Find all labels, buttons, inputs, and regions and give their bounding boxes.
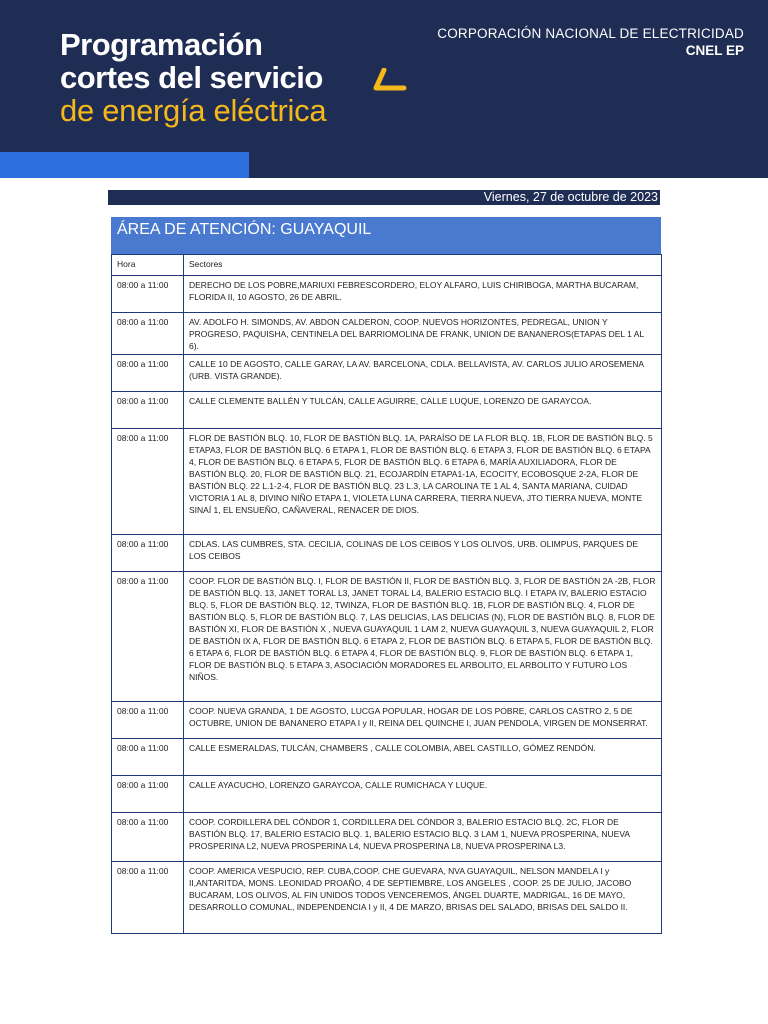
lightning-bolt-icon	[370, 68, 410, 94]
row-sectors: CALLE ESMERALDAS, TULCÁN, CHAMBERS , CALLE COLOMBIA, ABEL CASTILLO, GÓMEZ RENDÓN.	[184, 739, 662, 776]
row-time: 08:00 a 11:00	[112, 572, 184, 702]
row-sectors: AV. ADOLFO H. SIMONDS, AV. ABDON CALDERON, COOP. NUEVOS HORIZONTES, PEDREGAL, UNION Y PROGRESO, PAQUISHA, CENTINELA DEL BARRIOMOLINA DE FRANK, UNION DE BANANEROS(ETAPAS DEL 1 AL 6).	[184, 313, 662, 355]
row-sectors: COOP. NUEVA GRANDA, 1 DE AGOSTO, LUCGA POPULAR, HOGAR DE LOS POBRE, CARLOS CASTRO 2, 5 DE OCTUBRE, UNION DE BANANERO ETAPA I y II, REINA DEL QUINCHE I, JUAN PENDOLA, VIRGEN DE MONSERRAT.	[184, 702, 662, 739]
accent-bar	[0, 152, 249, 178]
header-banner	[0, 0, 768, 178]
column-header-sectores: Sectores	[184, 255, 662, 276]
title-line-3: de energía eléctrica	[60, 93, 327, 128]
row-time: 08:00 a 11:00	[112, 535, 184, 572]
area-heading: ÁREA DE ATENCIÓN: GUAYAQUIL	[111, 217, 661, 254]
table-row	[112, 276, 662, 313]
row-time: 08:00 a 11:00	[112, 355, 184, 392]
row-time: 08:00 a 11:00	[112, 392, 184, 429]
table-row	[112, 739, 662, 776]
column-header-hora: Hora	[112, 255, 184, 276]
row-sectors: DERECHO DE LOS POBRE,MARIUXI FEBRESCORDERO, ELOY ALFARO, LUIS CHIRIBOGA, MARTHA BUCARAM, FLORIDA II, 10 AGOSTO, 26 DE ABRIL.	[184, 276, 662, 313]
table-row	[112, 862, 662, 934]
table-row	[112, 429, 662, 535]
table-row	[112, 572, 662, 702]
row-time: 08:00 a 11:00	[112, 739, 184, 776]
row-time: 08:00 a 11:00	[112, 813, 184, 862]
row-time: 08:00 a 11:00	[112, 313, 184, 355]
table-row	[112, 702, 662, 739]
organization-name	[437, 26, 744, 58]
row-time: 08:00 a 11:00	[112, 276, 184, 313]
row-time: 08:00 a 11:00	[112, 429, 184, 535]
table-row	[112, 535, 662, 572]
outage-schedule-table	[111, 254, 662, 934]
row-sectors: COOP. AMERICA VESPUCIO, REP. CUBA,COOP. CHE GUEVARA, NVA GUAYAQUIL, NELSON MANDELA I y II,ANTARITDA, MONS. LEONIDAD PROAÑO, 4 DE SEPTIEMBRE, LOS ANGELES , COOP. 25 DE JULIO, JACOBO BUCARAM, LOS OLIVOS, AL FIN UNIDOS TODOS VENCEREMOS, ÁNGEL DUARTE, MADRIGAL, 16 DE MAYO, DESARROLLO COMUNAL, INDEPENDENCIA I y II, 4 DE MARZO, BRISAS DEL SALADO, BRISAS DEL SALDO II.	[184, 862, 662, 934]
row-sectors: CALLE CLEMENTE BALLÉN Y TULCÁN, CALLE AGUIRRE, CALLE LUQUE, LORENZO DE GARAYCOA.	[184, 392, 662, 429]
org-short-name: CNEL EP	[685, 43, 744, 58]
page-title	[60, 28, 326, 127]
table-row	[112, 813, 662, 862]
row-sectors: CALLE 10 DE AGOSTO, CALLE GARAY, LA AV. BARCELONA, CDLA. BELLAVISTA, AV. CARLOS JULIO AROSEMENA (URB. VISTA GRANDE).	[184, 355, 662, 392]
row-sectors: FLOR DE BASTIÓN BLQ. 10, FLOR DE BASTIÓN BLQ. 1A, PARAÍSO DE LA FLOR BLQ. 1B, FLOR DE BASTIÓN BLQ. 5 ETAPA3, FLOR DE BASTIÓN BLQ. 6 ETAPA 1, FLOR DE BASTIÓN BLQ. 6 ETAPA 3, FLOR DE BASTIÓN BLQ. 6 ETAPA 4, FLOR DE BASTIÓN BLQ. 6 ETAPA 5, FLOR DE BASTIÓN BLQ. 6 ETAPA 6, MARÍA AUXILIADORA, FLOR DE BASTIÓN BLQ. 20, FLOR DE BASTIÓN BLQ. 21, ECOJARDÍN ETAPA1-1A, ECOCITY, ECOBOSQUE 2-2A, FLOR DE BASTIÓN BLQ. 22 L.1-2-4, FLOR DE BASTIÓN BLQ. 23 L.3, LA CAROLINA TE 1 AL 4, SANTA MARIANA, CUIDAD VICTORIA 1 AL 8, DIVINO NIÑO ETAPA 1, VIOLETA LUNA CARRERA, TIERRA NUEVA, JTO TIERRA NUEVA, MONTE SINAÍ 1, EL ENSUEÑO, CAÑAVERAL, RENACER DE DIOS.	[184, 429, 662, 535]
row-sectors: COOP. FLOR DE BASTIÓN BLQ. I, FLOR DE BASTIÓN II, FLOR DE BASTIÓN BLQ. 3, FLOR DE BASTIÓN 2A -2B, FLOR DE BASTIÓN BLQ. 13, JANET TORAL L3, JANET TORAL L4, BALERIO ESTACIO BLQ. I ETAPA IV, BALERIO ESTACIO BLQ. 5, FLOR DE BASTIÓN BLQ. 12, TWINZA, FLOR DE BASTIÓN BLQ. 1B, FLOR DE BASTIÓN BLQ. 4, FLOR DE BASTIÓN BLQ. 5, FLOR DE BASTIÓN BLQ. 7, LAS DELICIAS, LAS DELICIAS (N), FLOR DE BASTIÓN BLQ. 8, FLOR DE BASTIÓN XI, FLOR DE BASTIÓN X , NUEVA GUAYAQUIL 1 LAM 2, NUEVA GUAYAQUIL 3, NUEVA GUAYAQUIL 2, FLOR DE BASTIÓN IX A, FLOR DE BASTIÓN BLQ. 6 ETAPA 2, FLOR DE BASTIÓN BLQ. 6 ETAPA 5, FLOR DE BASTIÓN BLQ. 6 ETAPA 6, FLOR DE BASTIÓN BLQ. 6 ETAPA 4, FLOR DE BASTIÓN BLQ. 9, FLOR DE BASTIÓN BLQ. 6 ETAPA 1, FLOR DE BASTIÓN BLQ. 5 ETAPA 3, ASOCIACIÓN MORADORES EL ARBOLITO, EL ARBOLITO Y FUTURO LOS NIÑOS.	[184, 572, 662, 702]
row-sectors: CDLAS. LAS CUMBRES, STA. CECILIA, COLINAS DE LOS CEIBOS Y LOS OLIVOS, URB. OLIMPUS, PARQUES DE LOS CEIBOS	[184, 535, 662, 572]
date-bar: Viernes, 27 de octubre de 2023	[108, 190, 660, 205]
table-row	[112, 392, 662, 429]
row-time: 08:00 a 11:00	[112, 776, 184, 813]
row-time: 08:00 a 11:00	[112, 702, 184, 739]
title-line-2: cortes del servicio	[60, 60, 323, 95]
table-row	[112, 355, 662, 392]
table-row	[112, 776, 662, 813]
row-sectors: COOP. CORDILLERA DEL CÓNDOR 1, CORDILLERA DEL CÓNDOR 3, BALERIO ESTACIO BLQ. 2C, FLOR DE BASTIÓN BLQ. 17, BALERIO ESTACIO BLQ. 1, BALERIO ESTACIO BLQ. 3 LAM 1, NUEVA PROSPERINA, NUEVA PROSPERINA L2, NUEVA PROSPERINA L4, NUEVA PROSPERINA L8, NUEVA PROSPERINA L3.	[184, 813, 662, 862]
table-row	[112, 313, 662, 355]
row-time: 08:00 a 11:00	[112, 862, 184, 934]
org-full-name: CORPORACIÓN NACIONAL DE ELECTRICIDAD	[437, 26, 744, 41]
title-line-1: Programación	[60, 27, 263, 62]
row-sectors: CALLE AYACUCHO, LORENZO GARAYCOA, CALLE RUMICHACA Y LUQUE.	[184, 776, 662, 813]
table-header-row	[112, 255, 662, 276]
